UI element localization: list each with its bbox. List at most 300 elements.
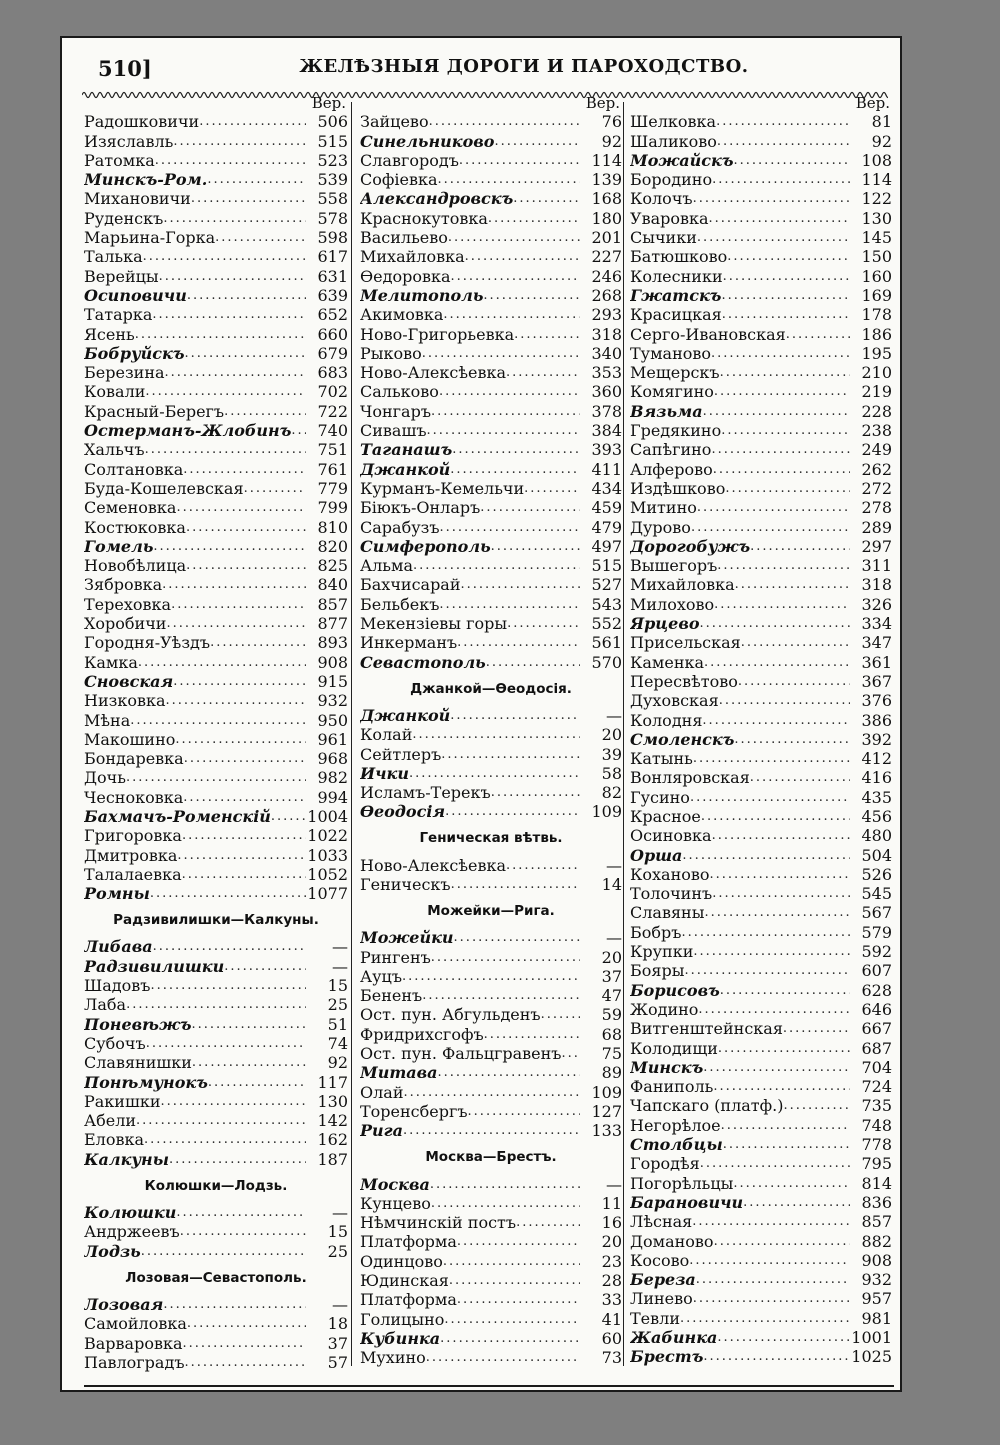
verst-value: 33 xyxy=(601,1290,622,1310)
station-name: Смоленскъ xyxy=(630,729,735,749)
station-name: Катынь xyxy=(630,749,693,769)
station-name: Григоровка xyxy=(84,826,182,846)
station-name: Геническъ xyxy=(360,874,451,894)
leader-dots xyxy=(422,986,580,1005)
station-row xyxy=(84,1072,348,1091)
station-row xyxy=(630,1270,892,1289)
verst-value: 293 xyxy=(591,305,622,325)
station-row xyxy=(84,575,348,594)
station-name: Колюшки xyxy=(84,1203,177,1223)
station-row xyxy=(630,401,892,420)
station-name: Зябровка xyxy=(84,575,163,595)
verst-value: 578 xyxy=(317,208,348,228)
leader-dots xyxy=(733,1174,850,1193)
verst-value: 127 xyxy=(591,1101,622,1121)
verst-value: 289 xyxy=(861,517,892,537)
verst-value: 456 xyxy=(861,806,892,826)
station-name: Александровскъ xyxy=(360,189,514,209)
verst-value: 139 xyxy=(591,170,622,190)
leader-dots xyxy=(175,730,306,749)
station-name: Осиповичи xyxy=(84,285,187,305)
station-name: Сальково xyxy=(360,382,439,402)
station-row xyxy=(630,1347,892,1366)
leader-dots xyxy=(403,1121,580,1140)
leader-dots xyxy=(443,1252,580,1271)
leader-dots xyxy=(431,402,580,421)
leader-dots xyxy=(516,1213,580,1232)
station-name: Славгородъ xyxy=(360,150,459,170)
verst-value: 527 xyxy=(591,575,622,595)
verst-value: 778 xyxy=(861,1135,892,1155)
station-name: Бояры xyxy=(630,961,685,981)
station-name: Сарабузъ xyxy=(360,517,440,537)
leader-dots xyxy=(717,1328,850,1347)
station-row xyxy=(360,151,622,170)
leader-dots xyxy=(722,305,850,324)
station-row xyxy=(360,459,622,478)
verst-value: 162 xyxy=(317,1130,348,1150)
verst-value: 523 xyxy=(317,150,348,170)
station-row xyxy=(360,1044,622,1063)
verst-value: 740 xyxy=(317,421,348,441)
station-row xyxy=(630,942,892,961)
verst-value: 646 xyxy=(861,999,892,1019)
station-row xyxy=(630,1115,892,1134)
leader-dots xyxy=(431,1194,580,1213)
leader-dots xyxy=(162,575,306,594)
leader-dots xyxy=(725,479,850,498)
verst-value: 982 xyxy=(317,768,348,788)
station-name: Варваровка xyxy=(84,1333,183,1353)
leader-dots xyxy=(681,923,850,942)
station-row xyxy=(630,1077,892,1096)
verst-value: 180 xyxy=(591,208,622,228)
station-row xyxy=(84,440,348,459)
station-name: Бобръ xyxy=(630,922,682,942)
leader-dots xyxy=(291,421,306,440)
station-row xyxy=(84,363,348,382)
verst-value: 361 xyxy=(861,652,892,672)
leader-dots xyxy=(403,1083,580,1102)
leader-dots xyxy=(210,633,306,652)
station-name: Субочъ xyxy=(84,1033,146,1053)
station-row xyxy=(630,826,892,845)
verst-value: — xyxy=(606,855,622,875)
station-name: Батюшково xyxy=(630,247,728,267)
leader-dots xyxy=(494,132,580,151)
timetable-page xyxy=(60,36,902,1392)
verst-value: 82 xyxy=(601,783,622,803)
station-row xyxy=(84,749,348,768)
leader-dots xyxy=(468,1102,580,1121)
verst-value: 114 xyxy=(861,170,892,190)
station-name: Чонгаръ xyxy=(360,401,432,421)
station-row xyxy=(84,556,348,575)
leader-dots xyxy=(704,903,850,922)
station-row xyxy=(630,382,892,401)
verst-value: 297 xyxy=(861,536,892,556)
verst-value: 246 xyxy=(591,266,622,286)
station-name: Ново-Алексѣевка xyxy=(360,855,507,875)
verst-value: 238 xyxy=(861,421,892,441)
leader-dots xyxy=(185,1353,307,1372)
leader-dots xyxy=(561,1044,580,1063)
section-title: Лозовая—Севастополь. xyxy=(125,1269,307,1286)
station-name: Макошино xyxy=(84,729,176,749)
station-row xyxy=(84,594,348,613)
verst-value: — xyxy=(606,705,622,725)
leader-dots xyxy=(182,865,306,884)
leader-dots xyxy=(459,151,580,170)
leader-dots xyxy=(714,595,850,614)
station-name: Вышегоръ xyxy=(630,556,718,576)
station-name: Ясень xyxy=(84,324,135,344)
leader-dots xyxy=(192,1053,306,1072)
verst-header: Вер. xyxy=(585,94,620,112)
station-name: Шаликово xyxy=(630,131,717,151)
leader-dots xyxy=(438,1063,580,1082)
station-name: Ново-Алексѣевка xyxy=(360,363,507,383)
leader-dots xyxy=(244,479,306,498)
verst-value: 384 xyxy=(591,421,622,441)
station-name: Михайловка xyxy=(360,247,465,267)
station-name: Тевли xyxy=(630,1308,680,1328)
station-row xyxy=(360,440,622,459)
station-name: Рыково xyxy=(360,343,422,363)
verst-value: 667 xyxy=(861,1019,892,1039)
verst-value: 515 xyxy=(317,131,348,151)
leader-dots xyxy=(150,976,306,995)
verst-value: 814 xyxy=(861,1173,892,1193)
verst-value: 994 xyxy=(317,787,348,807)
station-row xyxy=(84,995,348,1014)
station-name: Семеновка xyxy=(84,498,177,518)
station-name: Понѣмунокъ xyxy=(84,1072,208,1092)
station-row xyxy=(630,865,892,884)
station-row xyxy=(84,691,348,710)
leader-dots xyxy=(126,995,306,1014)
station-name: Барановичи xyxy=(630,1192,744,1212)
leader-dots xyxy=(721,421,850,440)
station-name: Коханово xyxy=(630,864,710,884)
station-row xyxy=(630,305,892,324)
station-row xyxy=(630,961,892,980)
leader-dots xyxy=(693,942,850,961)
station-row xyxy=(360,344,622,363)
verst-value: 950 xyxy=(317,710,348,730)
verst-value: 539 xyxy=(317,170,348,190)
station-row xyxy=(630,286,892,305)
station-row xyxy=(360,1213,622,1232)
verst-value: 617 xyxy=(317,247,348,267)
verst-value: 142 xyxy=(317,1111,348,1131)
bottom-rule xyxy=(84,1385,894,1387)
station-name: Исламъ-Терекъ xyxy=(360,783,491,803)
station-row xyxy=(84,344,348,363)
station-row xyxy=(84,459,348,478)
leader-dots xyxy=(723,267,850,286)
verst-value: 227 xyxy=(591,247,622,267)
leader-dots xyxy=(711,440,850,459)
leader-dots xyxy=(483,286,580,305)
station-name: Одинцово xyxy=(360,1251,443,1271)
verst-value: 799 xyxy=(317,498,348,518)
leader-dots xyxy=(191,189,306,208)
verst-value: 16 xyxy=(601,1213,622,1233)
station-row xyxy=(630,652,892,671)
station-name: Колесники xyxy=(630,266,723,286)
verst-value: — xyxy=(332,1203,348,1223)
verst-value: 195 xyxy=(861,343,892,363)
station-name: Сапѣгино xyxy=(630,440,712,460)
verst-value: 360 xyxy=(591,382,622,402)
station-name: Бахчисарай xyxy=(360,575,461,595)
leader-dots xyxy=(440,1329,580,1348)
station-row xyxy=(360,228,622,247)
station-name: Духовская xyxy=(630,691,719,711)
station-row xyxy=(630,1154,892,1173)
verst-value: 334 xyxy=(861,614,892,634)
verst-value: 249 xyxy=(861,440,892,460)
station-name: Славянишки xyxy=(84,1053,192,1073)
station-name: Лозовая xyxy=(84,1294,164,1314)
station-row xyxy=(360,1102,622,1121)
verst-value: — xyxy=(606,1174,622,1194)
leader-dots xyxy=(413,556,580,575)
verst-value: 434 xyxy=(591,478,622,498)
station-name: Юдинская xyxy=(360,1271,449,1291)
verst-value: 598 xyxy=(317,228,348,248)
leader-dots xyxy=(451,267,581,286)
station-row xyxy=(360,324,622,343)
station-name: Талалаевка xyxy=(84,864,182,884)
leader-dots xyxy=(163,209,306,228)
station-name: Джанкой xyxy=(360,705,451,725)
station-row xyxy=(360,517,622,536)
station-row xyxy=(630,1173,892,1192)
leader-dots xyxy=(163,1295,306,1314)
leader-dots xyxy=(185,344,307,363)
station-row xyxy=(84,884,348,903)
verst-value: 679 xyxy=(317,343,348,363)
leader-dots xyxy=(177,846,306,865)
verst-value: 122 xyxy=(861,189,892,209)
station-name: Ковали xyxy=(84,382,146,402)
station-row xyxy=(84,1353,348,1372)
verst-value: 660 xyxy=(317,324,348,344)
leader-dots xyxy=(144,1130,306,1149)
leader-dots xyxy=(720,981,850,1000)
verst-value: 81 xyxy=(871,112,892,132)
station-row xyxy=(84,1149,348,1168)
verst-value: 857 xyxy=(861,1212,892,1232)
leader-dots xyxy=(454,928,580,947)
leader-dots xyxy=(701,807,850,826)
verst-value: 652 xyxy=(317,305,348,325)
leader-dots xyxy=(441,745,580,764)
station-name: Линево xyxy=(630,1289,693,1309)
station-name: Красное xyxy=(630,806,701,826)
station-row xyxy=(630,633,892,652)
station-row xyxy=(630,440,892,459)
leader-dots xyxy=(700,614,850,633)
station-row xyxy=(630,1193,892,1212)
leader-dots xyxy=(443,305,580,324)
station-name: Минскъ-Ром. xyxy=(84,170,208,190)
station-row xyxy=(84,710,348,729)
leader-dots xyxy=(750,537,850,556)
verst-value: 628 xyxy=(861,980,892,1000)
verst-value: 882 xyxy=(861,1231,892,1251)
station-name: Ост. пун. Фальцгравенъ xyxy=(360,1044,562,1064)
leader-dots xyxy=(506,363,580,382)
station-name: Радошковичи xyxy=(84,112,200,132)
station-row xyxy=(84,1130,348,1149)
leader-dots xyxy=(712,826,850,845)
verst-value: 318 xyxy=(591,324,622,344)
station-name: Красный-Берегъ xyxy=(84,401,225,421)
station-name: Городѣя xyxy=(630,1154,700,1174)
verst-value: 459 xyxy=(591,498,622,518)
leader-dots xyxy=(208,1073,306,1092)
station-row xyxy=(630,131,892,150)
station-name: Славяны xyxy=(630,903,705,923)
station-row xyxy=(360,1232,622,1251)
leader-dots xyxy=(693,189,850,208)
leader-dots xyxy=(409,764,580,783)
station-row xyxy=(84,1333,348,1352)
verst-value: 28 xyxy=(601,1271,622,1291)
station-name: Жабинка xyxy=(630,1328,718,1347)
station-row xyxy=(84,826,348,845)
verst-value: 20 xyxy=(601,947,622,967)
verst-value: 37 xyxy=(327,1333,348,1353)
leader-dots xyxy=(159,267,306,286)
verst-value: 639 xyxy=(317,285,348,305)
verst-value: 114 xyxy=(591,150,622,170)
station-row xyxy=(630,363,892,382)
verst-value: 25 xyxy=(327,995,348,1015)
station-row xyxy=(84,730,348,749)
station-name: Татарка xyxy=(84,305,153,325)
leader-dots xyxy=(786,325,850,344)
station-row xyxy=(84,937,348,956)
column-2 xyxy=(360,94,622,1367)
leader-dots xyxy=(684,961,850,980)
verst-value: 795 xyxy=(861,1154,892,1174)
station-row xyxy=(630,1231,892,1250)
verst-value: 957 xyxy=(861,1289,892,1309)
station-name: Солтановка xyxy=(84,459,184,479)
leader-dots xyxy=(439,382,580,401)
station-name: Витгенштейнская xyxy=(630,1019,783,1039)
leader-dots xyxy=(450,460,580,479)
station-name: Платформа xyxy=(360,1232,457,1252)
station-row xyxy=(360,363,622,382)
station-name: Алферово xyxy=(630,459,713,479)
station-row xyxy=(630,498,892,517)
station-row xyxy=(360,652,622,671)
leader-dots xyxy=(146,1034,306,1053)
leader-dots xyxy=(457,1290,580,1309)
section-title: Джанкой—Ѳеодосія. xyxy=(410,680,572,697)
station-row xyxy=(84,1203,348,1222)
station-row xyxy=(84,208,348,227)
leader-dots xyxy=(696,1270,850,1289)
verst-value: 109 xyxy=(591,1082,622,1102)
station-row xyxy=(84,1295,348,1314)
leader-dots xyxy=(173,672,306,691)
verst-value: 278 xyxy=(861,498,892,518)
station-name: Серго-Ивановская xyxy=(630,324,786,344)
leader-dots xyxy=(721,1116,850,1135)
station-row xyxy=(630,1058,892,1077)
leader-dots xyxy=(431,948,580,967)
section-title: Москва—Брестъ. xyxy=(425,1149,557,1166)
station-name: Москва xyxy=(360,1174,430,1194)
station-row xyxy=(630,189,892,208)
station-name: Колодня xyxy=(630,710,703,730)
station-name: Гомель xyxy=(84,536,154,556)
leader-dots xyxy=(187,1314,306,1333)
verst-value: 748 xyxy=(861,1115,892,1135)
verst-value: 543 xyxy=(591,594,622,614)
verst-value: 981 xyxy=(861,1308,892,1328)
verst-value: 168 xyxy=(591,189,622,209)
station-name: Тереховка xyxy=(84,594,172,614)
leader-dots xyxy=(186,556,306,575)
leader-dots xyxy=(452,440,580,459)
station-name: Ново-Григорьевка xyxy=(360,324,515,344)
leader-dots xyxy=(430,1175,580,1194)
station-row xyxy=(630,768,892,787)
station-row xyxy=(630,228,892,247)
station-name: Хоробичи xyxy=(84,614,167,634)
page-header xyxy=(98,52,880,86)
station-row xyxy=(84,976,348,995)
station-name: Софіевка xyxy=(360,170,438,190)
station-name: Новобѣлица xyxy=(84,556,187,576)
station-name: Поневѣжъ xyxy=(84,1014,192,1034)
station-row xyxy=(84,112,348,131)
station-row xyxy=(630,575,892,594)
leader-dots xyxy=(180,1222,306,1241)
verst-header: Вер. xyxy=(311,94,346,112)
verst-value: 262 xyxy=(861,459,892,479)
station-row xyxy=(630,787,892,806)
station-name: Талька xyxy=(84,247,143,267)
leader-dots xyxy=(176,498,306,517)
station-row xyxy=(360,1194,622,1213)
station-row xyxy=(360,537,622,556)
station-row xyxy=(360,1271,622,1290)
verst-value: 702 xyxy=(317,382,348,402)
verst-value: 392 xyxy=(861,729,892,749)
station-name: Хальчъ xyxy=(84,440,145,460)
station-name: Синельниково xyxy=(360,131,495,151)
station-row xyxy=(630,170,892,189)
station-row xyxy=(630,247,892,266)
station-row xyxy=(360,1329,622,1348)
verst-value: 961 xyxy=(317,729,348,749)
station-name: Самойловка xyxy=(84,1314,187,1334)
verst-value: 311 xyxy=(861,556,892,576)
station-row xyxy=(360,594,622,613)
station-row xyxy=(360,633,622,652)
station-name: Колай xyxy=(360,725,413,745)
station-row xyxy=(630,1212,892,1231)
leader-dots xyxy=(457,1232,580,1251)
